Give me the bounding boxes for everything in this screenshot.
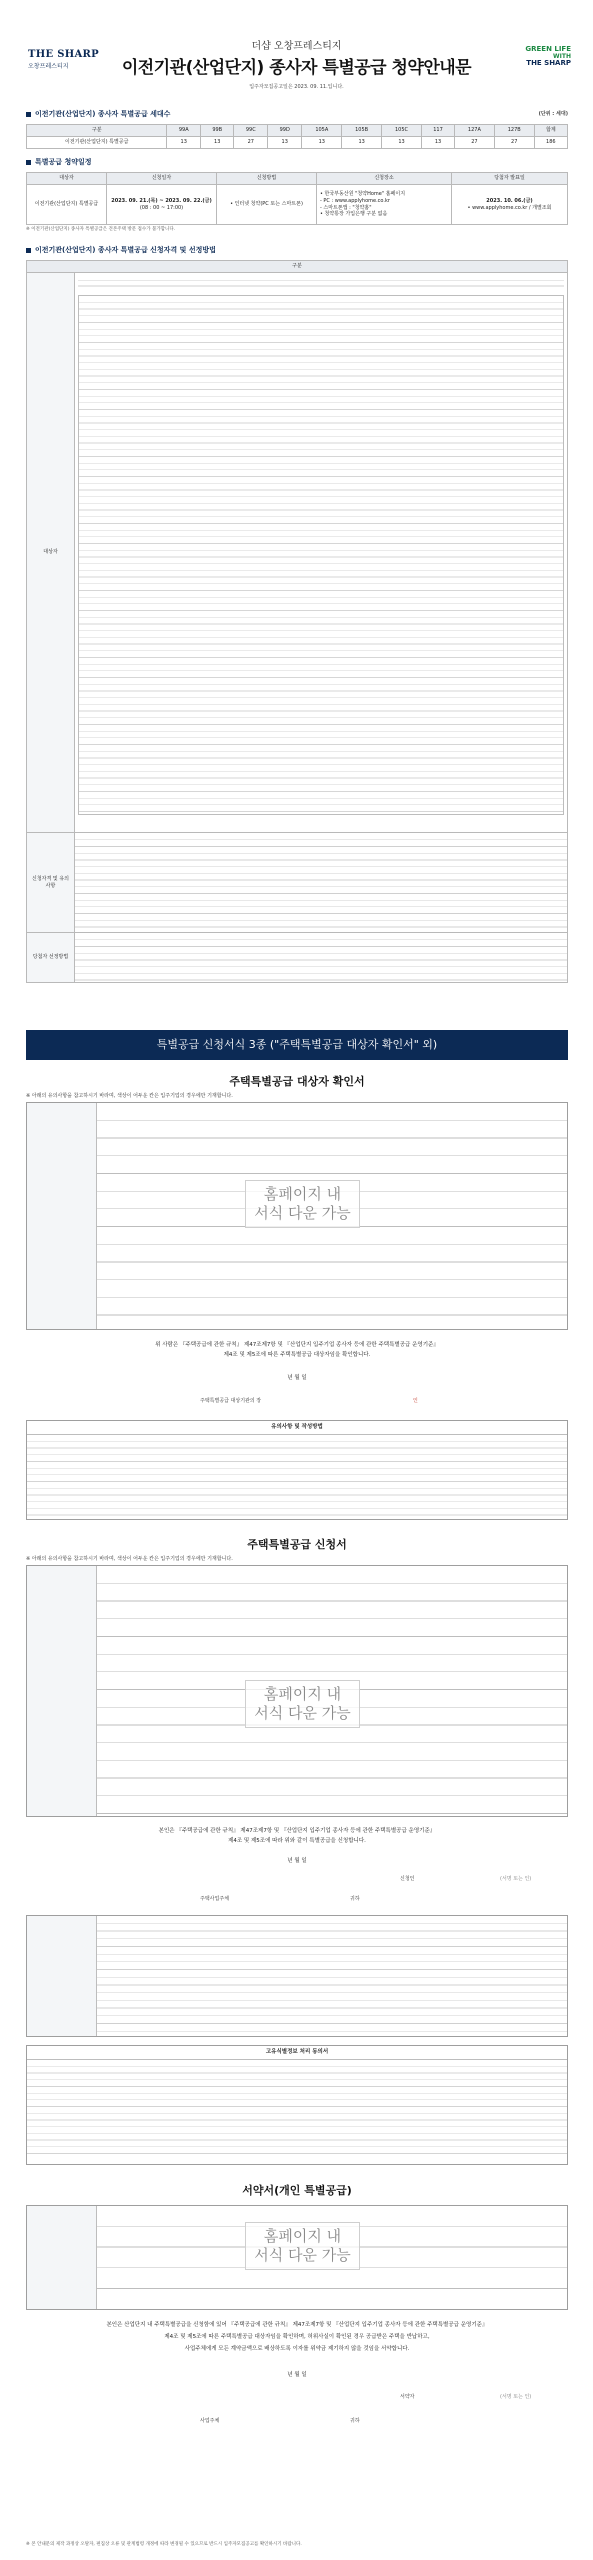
winner-site: • www.applyhome.co.kr / 개별조회	[467, 204, 552, 211]
column-header: 대상자	[27, 173, 107, 185]
column-header: 당첨자 발표일	[452, 173, 568, 185]
form1-caution-box	[26, 1420, 568, 1520]
brand-name: THE SHARP	[28, 49, 99, 60]
table-row	[27, 273, 568, 833]
brand-logo	[28, 48, 99, 71]
selection-text	[75, 933, 568, 983]
form3-label-column	[27, 2206, 97, 2309]
form1-org: 주택특별공급 대상기관의 장	[200, 1398, 262, 1404]
row-label: 당첨자 선정방법	[27, 933, 75, 983]
page-title: 이전기관(산업단지) 종사자 특별공급 청약안내문	[121, 57, 472, 78]
signer-label: 서약자	[400, 2394, 415, 2400]
eligibility-body	[75, 273, 568, 833]
column-header: 99A	[167, 125, 200, 137]
form3-declaration: 사업주체에게 모든 계약금액으로 배상하도록 이자를 위약금 제기하지 않을 것임을 서약합니다.	[184, 2346, 410, 2352]
section-heading	[26, 246, 568, 255]
winner-cell	[452, 185, 568, 225]
form1-declaration: 제4조 및 제5조에 따른 주택특별공급 대상자임을 확인합니다.	[223, 1352, 371, 1358]
table-cell: 13	[167, 137, 200, 149]
recipient-label: 주택사업주체	[200, 1896, 229, 1902]
title-block	[120, 40, 473, 91]
download-watermark: 홈페이지 내 서식 다운 가능	[245, 1180, 360, 1228]
form2-title: 주택특별공급 신청서	[247, 1538, 347, 1551]
schedule-note: ※ 이전기관(산업단지) 종사자 특별공급은 견본주택 방문 접수가 불가합니다.	[26, 227, 176, 233]
table-cell: 이전기관(산업단지) 특별공급	[27, 137, 167, 149]
table-cell: 186	[534, 137, 567, 149]
apply-time: (08 : 00 ~ 17:00)	[139, 204, 184, 211]
table-header: 구분	[27, 261, 568, 273]
target-cell: 이전기관(산업단지) 특별공급	[27, 185, 107, 225]
the-sharp-text: THE SHARP	[526, 59, 571, 68]
table-cell: 27	[234, 137, 268, 149]
form2-label-column	[27, 1566, 97, 1816]
header	[0, 0, 593, 106]
table-cell: 13	[268, 137, 302, 149]
winner-date: 2023. 10. 06.(금)	[486, 197, 533, 204]
table-cell: 27	[494, 137, 534, 149]
sign-label: (서명 또는 인)	[500, 1876, 532, 1882]
with-text: WITH	[553, 52, 571, 60]
form3-date: 년 월 일	[287, 2372, 307, 2378]
bullet-square-icon	[26, 160, 31, 165]
brand-sub: 오창프레스티지	[28, 62, 69, 70]
column-header: 105B	[342, 125, 382, 137]
privacy-title: 고유식별정보 처리 동의서	[27, 2046, 567, 2060]
section-title: 특별공급 청약일정	[35, 158, 92, 166]
body-text-lines	[78, 275, 564, 289]
table-cell: 13	[342, 137, 382, 149]
column-header: 127B	[494, 125, 534, 137]
section-title: 이전기관(산업단지) 종사자 특별공급 세대수	[35, 110, 171, 118]
place-line: • 청약통장 가입은행 구분 없음	[320, 211, 388, 218]
form1-date: 년 월 일	[287, 1375, 307, 1381]
column-header: 105C	[382, 125, 422, 137]
place-line: - 스마트폰앱 : "청약홈"	[320, 204, 372, 211]
column-header: 105A	[302, 125, 342, 137]
place-line: • 한국부동산원 "청약Home" 홈페이지	[320, 191, 406, 198]
form3-declaration: 본인은 산업단지 내 주택특별공급을 신청함에 있어 『주택공급에 관한 규칙』 제47조제7항 및 『산업단지 입주기업 종사자 등에 관한 주택특별공급 운영기준』	[106, 2322, 488, 2328]
table-cell: 13	[200, 137, 233, 149]
table-header-row	[27, 173, 568, 185]
form1-note: ※ 아래의 유의사항을 참고하시기 바라며, 색상이 어두운 칸은 입주기업의 경우에만 기재합니다.	[26, 1093, 233, 1099]
table-row	[27, 833, 568, 933]
row-label: 대상자	[27, 273, 75, 833]
section-heading	[26, 158, 568, 167]
unit-label: (단위 : 세대)	[538, 111, 568, 117]
sign-label: (서명 또는 인)	[500, 2394, 532, 2400]
form1-declaration: 위 사람은 『주택공급에 관한 규칙』 제47조제7항 및 『산업단지 입주기업 종사자 등에 관한 주택특별공급 운영기준』	[155, 1342, 439, 1348]
section-household-count	[26, 110, 568, 149]
forms-banner: 특별공급 신청서식 3종 ("주택특별공급 대상자 확인서" 외)	[26, 1030, 568, 1060]
column-header: 117	[422, 125, 455, 137]
privacy-text	[27, 2060, 567, 2160]
column-header: 127A	[455, 125, 495, 137]
column-header: 99D	[268, 125, 302, 137]
complex-name: 더샵 오창프레스티지	[251, 41, 342, 52]
privacy-box	[26, 2045, 568, 2165]
column-header: 신청일자	[107, 173, 217, 185]
table-cell: 13	[302, 137, 342, 149]
section-title: 이전기관(산업단지) 종사자 특별공급 신청자격 및 선정방법	[35, 246, 216, 254]
form2-declaration: 본인은 『주택공급에 관한 규칙』 제47조제7항 및 『산업단지 입주기업 종사자 등에 관한 주택특별공급 운영기준』	[158, 1828, 436, 1834]
place-line: - PC : www.applyhome.co.kr	[320, 197, 390, 204]
schedule-table	[26, 172, 568, 225]
method-cell: • 인터넷 청약(PC 또는 스마트폰)	[217, 185, 317, 225]
recipient-suffix: 귀하	[350, 2418, 360, 2424]
seal-mark: 인	[413, 1398, 418, 1404]
column-header: 구분	[27, 125, 167, 137]
bullet-square-icon	[26, 112, 31, 117]
table-cell: 27	[455, 137, 495, 149]
bullet-square-icon	[26, 248, 31, 253]
caution-title: 유의사항 및 작성방법	[27, 1421, 567, 1435]
table-cell: 13	[382, 137, 422, 149]
caution-text	[27, 1435, 567, 1517]
column-header: 신청장소	[317, 173, 452, 185]
table-cell: 13	[422, 137, 455, 149]
download-watermark: 홈페이지 내 서식 다운 가능	[245, 2222, 360, 2270]
form2-date: 년 월 일	[287, 1858, 307, 1864]
table-header-row	[27, 125, 568, 137]
form1-label-column	[27, 1103, 97, 1329]
recipient-label: 사업주체	[200, 2418, 220, 2424]
household-table	[26, 124, 568, 149]
column-header: 신청방법	[217, 173, 317, 185]
apply-date: 2023. 09. 21.(목) ~ 2023. 09. 22.(금)	[111, 197, 212, 204]
table-row	[27, 185, 568, 225]
form1-title: 주택특별공급 대상자 확인서	[229, 1075, 365, 1088]
announcement-date: 입주자모집공고일은 2023. 09. 11.입니다.	[249, 84, 344, 91]
date-cell	[107, 185, 217, 225]
green-life-text: GREEN LIFE	[525, 45, 571, 53]
download-watermark: 홈페이지 내 서식 다운 가능	[245, 1680, 360, 1728]
section-eligibility	[26, 246, 568, 983]
form2-note: ※ 아래의 유의사항을 참고하시기 바라며, 색상이 어두운 칸은 입주기업의 경우에만 기재합니다.	[26, 1556, 233, 1562]
form3-declaration: 제4조 및 제5조에 따른 주택특별공급 대상자임을 확인하며, 허위사실이 확인된 경우 공급받은 주택을 반납하고,	[164, 2334, 430, 2340]
attachments-box	[26, 1915, 568, 2037]
section-schedule	[26, 158, 568, 233]
column-header: 99B	[200, 125, 233, 137]
eligible-list-box	[78, 295, 564, 815]
section-heading	[26, 110, 568, 119]
place-cell	[317, 185, 452, 225]
eligibility-table	[26, 260, 568, 983]
rules-text	[75, 833, 568, 933]
footer-note: ※ 본 안내문의 제작 과정상 오탈자, 편집상 오류 및 관계법령 개정에 따라 변경될 수 있으므로 반드시 입주자모집공고를 확인하시기 바랍니다.	[26, 2542, 302, 2547]
column-header: 합계	[534, 125, 567, 137]
form3-title: 서약서(개인 특별공급)	[242, 2184, 352, 2197]
row-label: 신청자격 및 유의사항	[27, 833, 75, 933]
attachments-label-column	[27, 1916, 97, 2036]
form2-declaration: 제4조 및 제5조에 따라 위와 같이 특별공급을 신청합니다.	[228, 1838, 366, 1844]
applicant-label: 신청인	[400, 1876, 415, 1882]
recipient-suffix: 귀하	[350, 1896, 360, 1902]
table-row	[27, 137, 568, 149]
column-header: 99C	[234, 125, 268, 137]
green-life-logo	[525, 46, 571, 68]
table-row	[27, 933, 568, 983]
